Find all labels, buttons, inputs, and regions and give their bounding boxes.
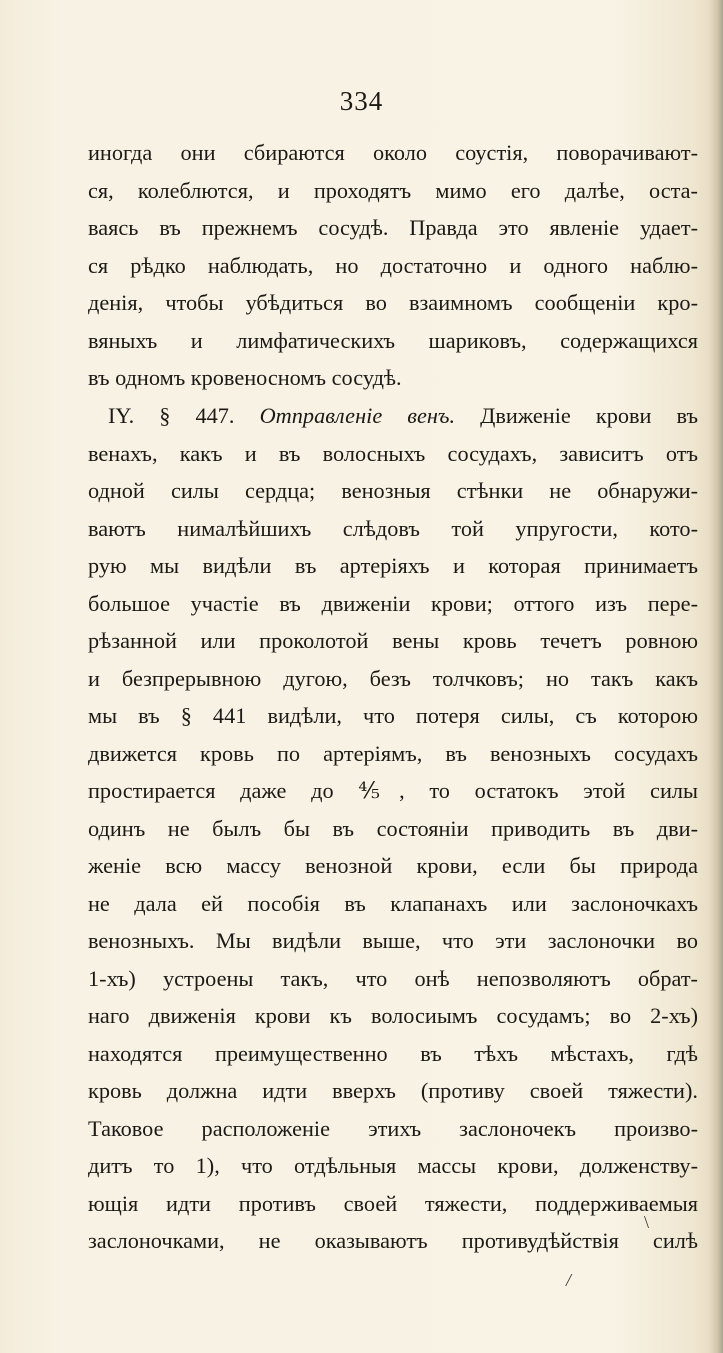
ink-mark: \ — [644, 1212, 650, 1232]
text-line: и безпрерывною дугою, безъ толчковъ; но такъ какъ — [88, 665, 698, 691]
text-line: ваясь въ прежнемъ сосудѣ. Правда это явленіе удает- — [88, 215, 698, 240]
text-line: Таковое расположеніе этихъ заслоночекъ произво- — [88, 1115, 698, 1141]
text-line: ющія идти противъ своей тяжести, поддерживаемыя — [88, 1190, 698, 1216]
section-title: Отправленіе венъ. — [259, 403, 456, 428]
text-line: большое участіе въ движеніи крови; оттого изъ пере- — [88, 590, 698, 616]
text-line: въ одномъ кровеносномъ сосудѣ. — [88, 365, 402, 390]
text-line: ся, колеблются, и проходятъ мимо его далѣе, оста- — [88, 177, 698, 203]
paragraph-2 — [88, 397, 698, 1260]
text-line: мы въ § 441 видѣли, что потеря силы, съ которою — [88, 703, 698, 728]
text-line: кровь должна идти вверхъ (противу своей тяжести). — [88, 1078, 698, 1103]
section-heading-line — [88, 397, 698, 435]
text-line: рую мы видѣли въ артеріяхъ и которая принимаетъ — [88, 553, 698, 578]
text-line: дитъ то 1), что отдѣльныя массы крови, долженству- — [88, 1153, 698, 1178]
page-number: 334 — [339, 86, 384, 116]
text-line: не дала ей пособія въ клапанахъ или заслоночкахъ — [88, 890, 698, 916]
section-text: Движеніе крови въ — [480, 403, 699, 428]
text-line: заслоночками, не оказываютъ противудѣйствія силѣ — [88, 1228, 698, 1253]
text-line: вяныхъ и лимфатическихъ шариковъ, содержащихся — [88, 327, 698, 353]
page-edge-shadow — [709, 0, 723, 1353]
text-line: 1-хъ) устроены такъ, что онѣ непозволяютъ обрат- — [88, 965, 698, 991]
text-line: находятся преимущественно въ тѣхъ мѣстахъ, гдѣ — [88, 1040, 698, 1066]
paragraph-1 — [88, 134, 698, 397]
text-line: иногда они сбираются около соустія, поворачивают- — [88, 140, 698, 165]
text-line: движется кровь по артеріямъ, въ венозныхъ сосудахъ — [88, 740, 698, 766]
text-line: венозныхъ. Мы видѣли выше, что эти заслоночки во — [88, 928, 698, 953]
ink-mark: / — [566, 1270, 572, 1290]
text-line: одинъ не былъ бы въ состояніи приводить въ дви- — [88, 815, 698, 841]
text-line: простирается даже до ⅘, то остатокъ этой силы — [88, 778, 698, 803]
text-line: венахъ, какъ и въ волосныхъ сосудахъ, зависитъ отъ — [88, 440, 698, 466]
text-line: денія, чтобы убѣдиться во взаимномъ сообщеніи кро- — [88, 290, 698, 315]
text-line: рѣзанной или проколотой вены кровь течетъ ровною — [88, 628, 698, 653]
text-line: наго движенія крови къ волосиымъ сосудамъ; во 2-хъ) — [88, 1003, 698, 1028]
text-line: ся рѣдко наблюдать, но достаточно и одного наблю- — [88, 252, 698, 278]
text-line: ваютъ нималѣйшихъ слѣдовъ той упругости, кото- — [88, 515, 698, 541]
text-line: женіе всю массу венозной крови, если бы природа — [88, 853, 698, 878]
section-number: IY. § 447. — [108, 403, 235, 428]
text-line: одной силы сердца; венозныя стѣнки не обнаружи- — [88, 478, 698, 503]
